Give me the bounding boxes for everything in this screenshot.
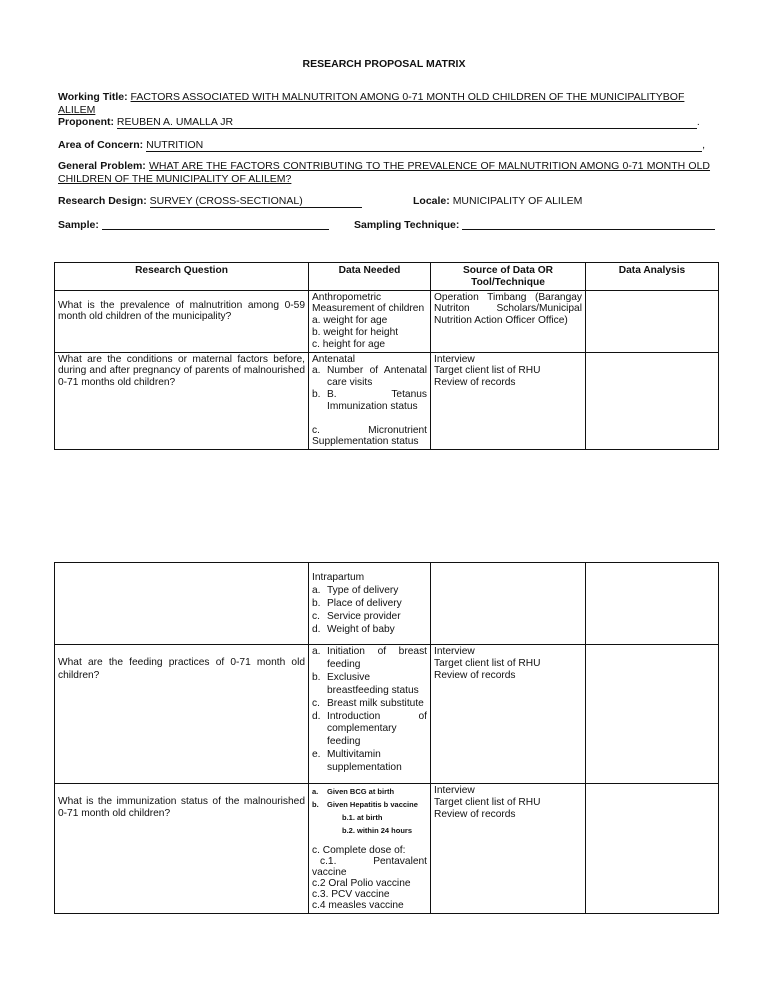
data-needed-cell <box>309 645 431 784</box>
proponent-label: Proponent: <box>58 116 114 128</box>
proponent-line <box>58 116 710 129</box>
analysis-cell <box>586 784 719 914</box>
data-needed-cell <box>309 563 431 645</box>
research-question: What is the prevalence of malnutrition among 0-59 month old children of the municipality? <box>58 299 305 323</box>
working-title-line <box>58 91 710 117</box>
research-question: What are the conditions or maternal factors before, during and after pregnancy of parents of malnourished 0-71 months old children? <box>58 353 305 389</box>
data-item: b. weight for height <box>312 326 399 338</box>
research-question: What is the immunization status of the malnourished 0-71 month old children? <box>58 796 305 819</box>
item-text: B. Tetanus <box>327 388 427 400</box>
item-marker: b. <box>312 671 321 683</box>
item-text: Weight of baby <box>327 623 395 635</box>
source-line: Target client list of RHU <box>434 365 541 377</box>
data-needed-cell <box>309 352 431 449</box>
item-text: Pentavalent <box>373 856 427 867</box>
area-line <box>58 139 710 152</box>
item-text: Exclusive <box>327 671 371 683</box>
problem-line-1: WHAT ARE THE FACTORS CONTRIBUTING TO THE PREVALENCE OF MALNUTRITION AMONG 0-71 MONTH OLD <box>149 160 711 172</box>
locale-value: MUNICIPALITY OF ALILEM <box>452 195 583 207</box>
item-text: c. Micronutrient <box>312 424 427 436</box>
working-title-label: Working Title: <box>58 91 128 103</box>
data-head: Antenatal <box>312 353 356 365</box>
header-data-needed: Data Needed <box>309 263 431 291</box>
source-cell <box>431 784 586 914</box>
proponent-end: . <box>696 116 700 128</box>
table-row <box>55 645 719 784</box>
data-head: Intrapartum <box>312 572 365 583</box>
data-item <box>312 389 427 413</box>
item-marker: d. <box>312 710 321 722</box>
item-text: supplementation <box>327 762 402 774</box>
area-end: , <box>702 139 706 151</box>
header-source <box>431 263 586 291</box>
data-item <box>312 623 427 637</box>
item-text: c.3. PCV vaccine <box>312 889 390 900</box>
data-needed-cell <box>309 290 431 352</box>
item-text: Immunization status <box>327 400 418 412</box>
item-marker: d. <box>312 623 321 635</box>
research-question-cell <box>55 352 309 449</box>
source-cell <box>431 352 586 449</box>
item-marker: a. <box>312 646 321 657</box>
area-name: NUTRITION <box>146 139 204 151</box>
table-row <box>55 563 719 645</box>
design-value-wrap <box>150 196 362 208</box>
working-title-value: FACTORS ASSOCIATED WITH MALNUTRITON AMONG 0-71 MONTH OLD CHILDREN OF THE MUNICIPALITYBOF ALILEM <box>58 91 685 116</box>
source-line: Operation Timbang (Barangay <box>434 291 582 303</box>
item-text: Number of Antenatal <box>327 365 427 377</box>
source-line: Review of records <box>434 669 516 681</box>
data-list <box>312 585 427 637</box>
data-item <box>312 646 427 672</box>
source-line: Interview <box>434 785 475 796</box>
data-head: Measurement of children <box>312 303 425 315</box>
data-list <box>312 646 427 775</box>
source-line: Nutriton Scholars/Municipal <box>434 303 582 315</box>
design-label: Research Design: <box>58 195 147 207</box>
source-cell <box>431 290 586 352</box>
data-item <box>312 597 427 611</box>
source-line: Interview <box>434 353 475 365</box>
analysis-cell <box>586 563 719 645</box>
item-marker: b. <box>312 388 321 400</box>
item-text: Breast milk substitute <box>327 697 424 709</box>
page-title: RESEARCH PROPOSAL MATRIX <box>302 58 466 70</box>
locale-line <box>413 195 582 207</box>
data-item <box>312 856 427 867</box>
item-marker: e. <box>312 749 321 761</box>
table-row <box>55 784 719 914</box>
item-text: complementary <box>327 723 397 735</box>
proponent-value <box>117 117 697 129</box>
item-text: Given BCG at birth <box>327 787 395 796</box>
item-text: Given Hepatitis b vaccine <box>327 800 418 809</box>
item-marker: c. <box>312 610 320 622</box>
research-question-cell <box>55 563 309 645</box>
technique-label: Sampling Technique: <box>354 219 460 231</box>
data-item <box>312 365 427 389</box>
source-line: Nutrition Action Officer Office) <box>434 315 568 327</box>
technique-line <box>354 218 715 231</box>
data-item: a. weight for age <box>312 315 388 327</box>
item-text: Service provider <box>327 610 401 622</box>
analysis-cell <box>586 645 719 784</box>
header-data-analysis: Data Analysis <box>586 263 719 291</box>
table-row <box>55 352 719 449</box>
problem-label: General Problem: <box>58 160 146 172</box>
matrix-table-1 <box>54 262 719 450</box>
item-marker: a. <box>312 584 321 596</box>
item-text: Place of delivery <box>327 597 402 609</box>
data-item <box>312 671 427 698</box>
analysis-cell <box>586 290 719 352</box>
item-text: feeding <box>327 736 361 748</box>
item-text: Introduction of <box>327 710 427 722</box>
design-line <box>58 195 362 208</box>
locale-label: Locale: <box>413 195 450 207</box>
item-text: feeding <box>327 658 361 670</box>
design-value: SURVEY (CROSS-SECTIONAL) <box>149 195 303 207</box>
item-text: vaccine <box>312 867 347 878</box>
data-needed-cell <box>309 784 431 914</box>
item-text: Supplementation status <box>312 436 419 448</box>
area-label: Area of Concern: <box>58 139 144 151</box>
item-text: c. Complete dose of: <box>312 845 406 856</box>
source-cell <box>431 645 586 784</box>
source-line: Review of records <box>434 808 516 820</box>
technique-blank <box>462 218 715 230</box>
source-cell <box>431 563 586 645</box>
research-question-cell <box>55 784 309 914</box>
header-source-line-1: Source of Data OR <box>462 265 553 276</box>
item-marker: b. <box>312 597 321 609</box>
data-item <box>312 697 427 711</box>
matrix-table-2 <box>54 562 719 914</box>
item-text: Multivitamin <box>327 749 381 761</box>
research-question-cell <box>55 290 309 352</box>
item-marker: a. <box>312 365 321 377</box>
source-line: Target client list of RHU <box>434 657 541 669</box>
source-line: Review of records <box>434 377 516 389</box>
item-text: b.1. at birth <box>342 813 383 822</box>
data-item <box>312 749 427 775</box>
data-item: a. Given BCG at birth <box>312 787 395 796</box>
item-text: b.2. within 24 hours <box>342 826 413 835</box>
item-text: care visits <box>327 377 373 389</box>
data-item: c. height for age <box>312 338 386 350</box>
analysis-cell <box>586 352 719 449</box>
header-source-line-2: Tool/Technique <box>471 276 545 288</box>
data-item: b. Given Hepatitis b vaccine <box>312 800 418 809</box>
sample-label: Sample: <box>58 219 99 231</box>
item-text: breastfeeding status <box>327 684 419 696</box>
item-text: Type of delivery <box>327 584 399 596</box>
header-research-question: Research Question <box>55 263 309 291</box>
header-row <box>55 263 719 291</box>
general-problem <box>58 160 710 186</box>
data-head: Anthropometric <box>312 291 382 303</box>
research-question: What are the feeding practices of 0-71 month old children? <box>58 657 305 681</box>
problem-line-2: CHILDREN OF THE MUNICIPALITY OF ALILEM? <box>58 173 292 185</box>
item-text: c.2 Oral Polio vaccine <box>312 878 411 889</box>
item-text: c.4 measles vaccine <box>312 900 404 911</box>
item-marker: c. <box>312 697 320 709</box>
data-item <box>312 610 427 624</box>
research-question-cell <box>55 645 309 784</box>
area-value <box>146 140 702 152</box>
item-text: Initiation of breast <box>327 646 427 657</box>
source-line: Interview <box>434 646 475 657</box>
item-text: c.1. <box>320 856 337 867</box>
sample-line <box>58 218 329 231</box>
data-item <box>312 584 427 598</box>
proponent-name: REUBEN A. UMALLA JR <box>116 116 234 128</box>
sample-blank <box>102 218 329 230</box>
data-item <box>312 710 427 750</box>
source-line: Target client list of RHU <box>434 796 541 808</box>
table-row <box>55 290 719 352</box>
